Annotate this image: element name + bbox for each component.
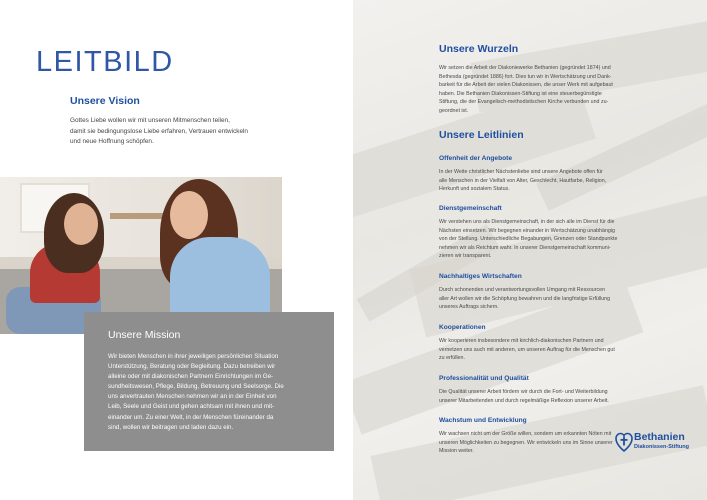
leitlinie-line: Wir verstehen uns als Dienstgemeinschaft, in der sich alle im Dienst für die bbox=[439, 219, 615, 225]
leitlinie-title: Wachstum und Entwicklung bbox=[439, 417, 527, 424]
mission-line: Leib, Seele und Geist und gehen achtsam mit ihnen und mit- bbox=[108, 403, 275, 411]
wurzeln-line: Bethesda (gegründet 1886) fort. Dies tun wir in Wertschätzung und Dank- bbox=[439, 73, 612, 80]
vision-line: und neue Hoffnung schöpfen. bbox=[70, 138, 154, 145]
leitlinie-title: Nachhaltiges Wirtschaften bbox=[439, 273, 522, 280]
leitlinie-title: Kooperationen bbox=[439, 324, 486, 331]
wurzeln-line: geordnet ist. bbox=[439, 107, 469, 114]
leitlinie-line: unserer Mitarbeitenden und durch regelmäßige Reflexion unserer Arbeit. bbox=[439, 397, 609, 404]
leitlinie-line: Mission weiter. bbox=[439, 448, 474, 455]
page-title: LEITBILD bbox=[36, 46, 174, 78]
vision-line: damit sie bedingungslose Liebe erfahren, Vertrauen entwickeln bbox=[70, 127, 248, 135]
leitlinie-line: In der Weite christlicher Nächstenliebe sind unsere Angebote offen für bbox=[439, 169, 603, 175]
left-page bbox=[0, 0, 353, 500]
leitlinie-line: zu erfüllen. bbox=[439, 355, 465, 362]
leitlinie-line: Nächsten einsetzen. Wir begegnen einander in Wertschätzung unabhängig bbox=[439, 227, 615, 234]
heart-cross-icon bbox=[615, 431, 633, 453]
vision-heading: Unsere Vision bbox=[70, 95, 140, 107]
leitlinien-heading: Unsere Leitlinien bbox=[439, 129, 524, 141]
mission-line: alleine oder mit diakonischen Partnern Einrichtungen im Ge- bbox=[108, 373, 274, 381]
mission-line: Wir bieten Menschen in ihrer jeweiligen persönlichen Situation bbox=[108, 353, 279, 360]
vision-line: Gottes Liebe wollen wir mit unseren Mitmenschen teilen, bbox=[70, 117, 230, 124]
leitlinie-line: alle Menschen in der Vielfalt von Alter, Geschlecht, Hautfarbe, Religion, bbox=[439, 177, 607, 184]
leitlinie-line: Wir wachsen nicht um der Größe willen, sondern um erkannten Nöten mit bbox=[439, 431, 612, 437]
leitlinie-line: aller Art wollen wir die Schöpfung bewahren und die langfristige Erfüllung bbox=[439, 295, 611, 302]
mission-line: sundheitswesen, Pflege, Bildung, Betreuung und Seelsorge. Die bbox=[108, 383, 284, 391]
leitlinie-line: Herkunft und sozialem Status. bbox=[439, 186, 510, 193]
wurzeln-line: barkeit für die Arbeit der vielen Diakonissen, die unser Werk mit aufgebaut bbox=[439, 82, 613, 89]
mission-line: uns anvertrauten Menschen nehmen wir an in der Einheit von bbox=[108, 393, 277, 401]
wurzeln-text bbox=[439, 64, 651, 116]
vision-text bbox=[70, 116, 310, 148]
leitlinie-line: unseren Möglichkeiten zu begegnen. Wir entwickeln uns im Sinne unserer bbox=[439, 439, 613, 446]
leitlinie-text bbox=[439, 218, 651, 261]
mission-text bbox=[108, 352, 318, 433]
leitlinie-title: Dienstgemeinschaft bbox=[439, 205, 502, 212]
wurzeln-line: Wir setzen die Arbeit der Diakoniewerke Bethanien (gegründet 1874) und bbox=[439, 65, 611, 71]
leitlinie-line: Durch schonenden und verantwortungsvollen Umgang mit Ressourcen bbox=[439, 287, 606, 293]
leitlinie-title: Professionalität und Qualität bbox=[439, 375, 529, 382]
right-page bbox=[353, 0, 707, 500]
leitlinie-line: zieren wir transparent. bbox=[439, 253, 492, 260]
mission-heading: Unsere Mission bbox=[108, 329, 181, 341]
photo-girl-face bbox=[64, 203, 98, 245]
wurzeln-heading: Unsere Wurzeln bbox=[439, 43, 519, 55]
photo-woman-face bbox=[170, 191, 208, 239]
mother-daughter-photo bbox=[0, 177, 282, 334]
leitlinie-line: vernetzen uns auch mit anderen, um unseren Auftrag für die Menschen gut bbox=[439, 346, 615, 353]
mission-line: Unterstützung, Beratung oder Begleitung. Dazu betreiben wir bbox=[108, 363, 276, 371]
wurzeln-line: Stiftung, die der Evangelisch-methodistischen Kirche verbunden und zu- bbox=[439, 99, 609, 106]
leitlinie-text bbox=[439, 337, 651, 363]
logo-subtitle: Diakonissen-Stiftung bbox=[634, 444, 690, 450]
leitlinie-line: von der Stellung. Unterschiedliche Begabungen, Grenzen oder Standpunkte bbox=[439, 236, 618, 243]
mission-box bbox=[84, 312, 334, 451]
leitlinie-line: Wir kooperieren insbesondere mit kirchlich-diakonischen Partnern und bbox=[439, 338, 604, 344]
leitlinie-line: Die Qualität unserer Arbeit fördern wir durch die Fort- und Weiterbildung bbox=[439, 389, 608, 395]
leitlinie-text bbox=[439, 286, 651, 312]
leitlinie-title: Offenheit der Angebote bbox=[439, 155, 513, 162]
leitlinie-text bbox=[439, 168, 651, 194]
mission-line: einander um. Zu einer Welt, in der Menschen füreinander da bbox=[108, 413, 274, 421]
leitlinie-text bbox=[439, 388, 651, 405]
leitlinie-line: nehmen wir als Reichtum wahr. In unserer Dienstgemeinschaft kommuni- bbox=[439, 244, 611, 251]
bethanien-logo bbox=[615, 428, 701, 456]
logo-wordmark: Bethanien bbox=[634, 431, 685, 443]
wurzeln-line: haben. Die Bethanien Diakonissen-Stiftung ist eine steuerbegünstigte bbox=[439, 90, 602, 97]
mission-line: sind, wollen wir beitragen und laden dazu ein. bbox=[108, 423, 234, 431]
leitlinie-line: unseres Auftrags sichern. bbox=[439, 304, 499, 311]
